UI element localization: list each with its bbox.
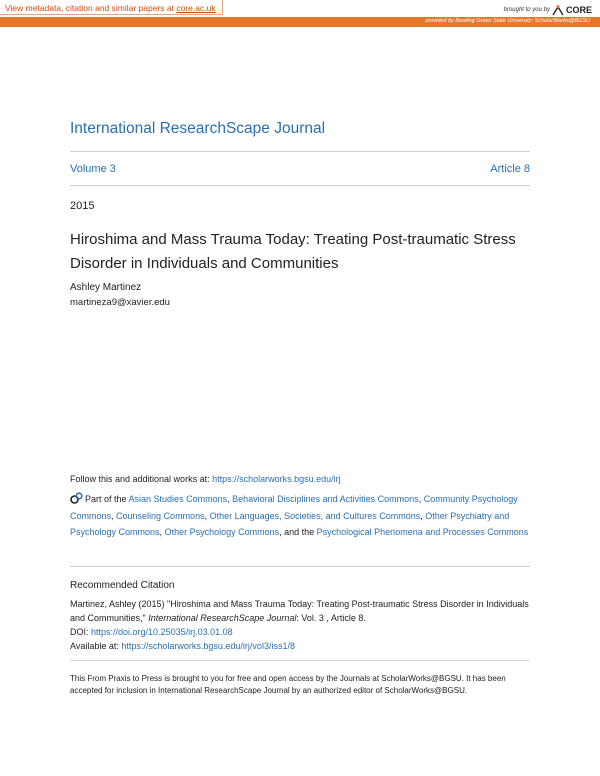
and-separator: , and the xyxy=(279,527,317,538)
paper-title: Hiroshima and Mass Trauma Today: Treating Post-traumatic Stress Disorder in Individuals and Communities xyxy=(70,231,516,272)
discipline-link[interactable]: Other Languages, Societies, and Cultures Commons xyxy=(209,510,421,521)
divider xyxy=(70,151,530,152)
author-name: Ashley Martinez xyxy=(70,282,142,293)
separator: , xyxy=(204,510,210,521)
separator: , xyxy=(227,494,233,504)
volume-link[interactable]: Volume 3 xyxy=(70,163,116,175)
discipline-link[interactable]: Other Psychology Commons xyxy=(164,527,280,538)
provided-by-text: provided by Bowling Green State University: ScholarWorks@BGSU xyxy=(425,18,590,24)
citation-block xyxy=(70,597,535,653)
discipline-link[interactable]: Counseling Commons xyxy=(116,510,205,521)
core-metadata-text: View metadata, citation and similar papers at xyxy=(5,3,177,13)
follow-prefix: Follow this and additional works at: xyxy=(70,474,213,484)
doi-link[interactable]: https://doi.org/10.25035/irj.03.01.08 xyxy=(91,627,233,637)
divider xyxy=(70,566,530,567)
divider xyxy=(70,660,530,661)
available-link[interactable]: https://scholarworks.bgsu.edu/irj/vol3/iss1/8 xyxy=(121,641,295,651)
article-link[interactable]: Article 8 xyxy=(490,163,530,175)
core-banner xyxy=(0,0,600,27)
core-label: CORE xyxy=(565,5,592,15)
citation-text: Martinez, Ashley (2015) "Hiroshima and Mass Trauma Today: Treating Post-traumatic Stress Disorder in Individuals and Communities," xyxy=(70,599,529,623)
available-label: Available at: xyxy=(70,641,122,651)
publication-year: 2015 xyxy=(70,200,95,212)
separator: , xyxy=(420,510,426,521)
provided-by-bar xyxy=(0,17,600,27)
brought-by-text: brought to you by xyxy=(503,7,550,13)
citation-heading: Recommended Citation xyxy=(70,580,175,591)
follow-line xyxy=(70,474,341,484)
separator: , xyxy=(111,510,117,521)
citation-volume: : Vol. 3 , Article 8. xyxy=(296,613,366,623)
part-of-prefix: Part of the xyxy=(85,494,129,504)
separator: , xyxy=(418,494,424,504)
separator: , xyxy=(159,527,165,538)
discipline-link[interactable]: Psychological Phenomena and Processes Commons xyxy=(316,527,529,538)
discipline-link[interactable]: Other Psychiatry and Psychology Commons xyxy=(70,510,510,538)
divider xyxy=(70,185,530,186)
core-metadata-box xyxy=(0,0,223,15)
core-brand[interactable] xyxy=(504,4,592,16)
core-link[interactable]: core.ac.uk xyxy=(176,3,216,13)
discipline-link[interactable]: Community Psychology Commons xyxy=(70,494,518,521)
citation-journal: International ResearchScape Journal xyxy=(148,613,297,623)
doi-label: DOI: xyxy=(70,627,92,637)
open-access-icon xyxy=(70,492,83,504)
follow-link[interactable]: https://scholarworks.bgsu.edu/irj xyxy=(212,474,341,484)
journal-title[interactable]: International ResearchScape Journal xyxy=(70,120,326,137)
core-logo-icon xyxy=(552,4,564,16)
discipline-link[interactable]: Asian Studies Commons xyxy=(128,494,228,504)
access-statement: This From Praxis to Press is brought to you for free and open access by the Journals at ScholarWorks@BGSU. It has been accepted for inclusion in International ResearchScape Journal by an authorized editor of ScholarWorks@BGSU. xyxy=(70,674,506,695)
part-of-disciplines xyxy=(70,491,535,541)
author-email: martineza9@xavier.edu xyxy=(70,297,170,308)
discipline-link[interactable]: Behavioral Disciplines and Activities Commons xyxy=(232,494,419,504)
